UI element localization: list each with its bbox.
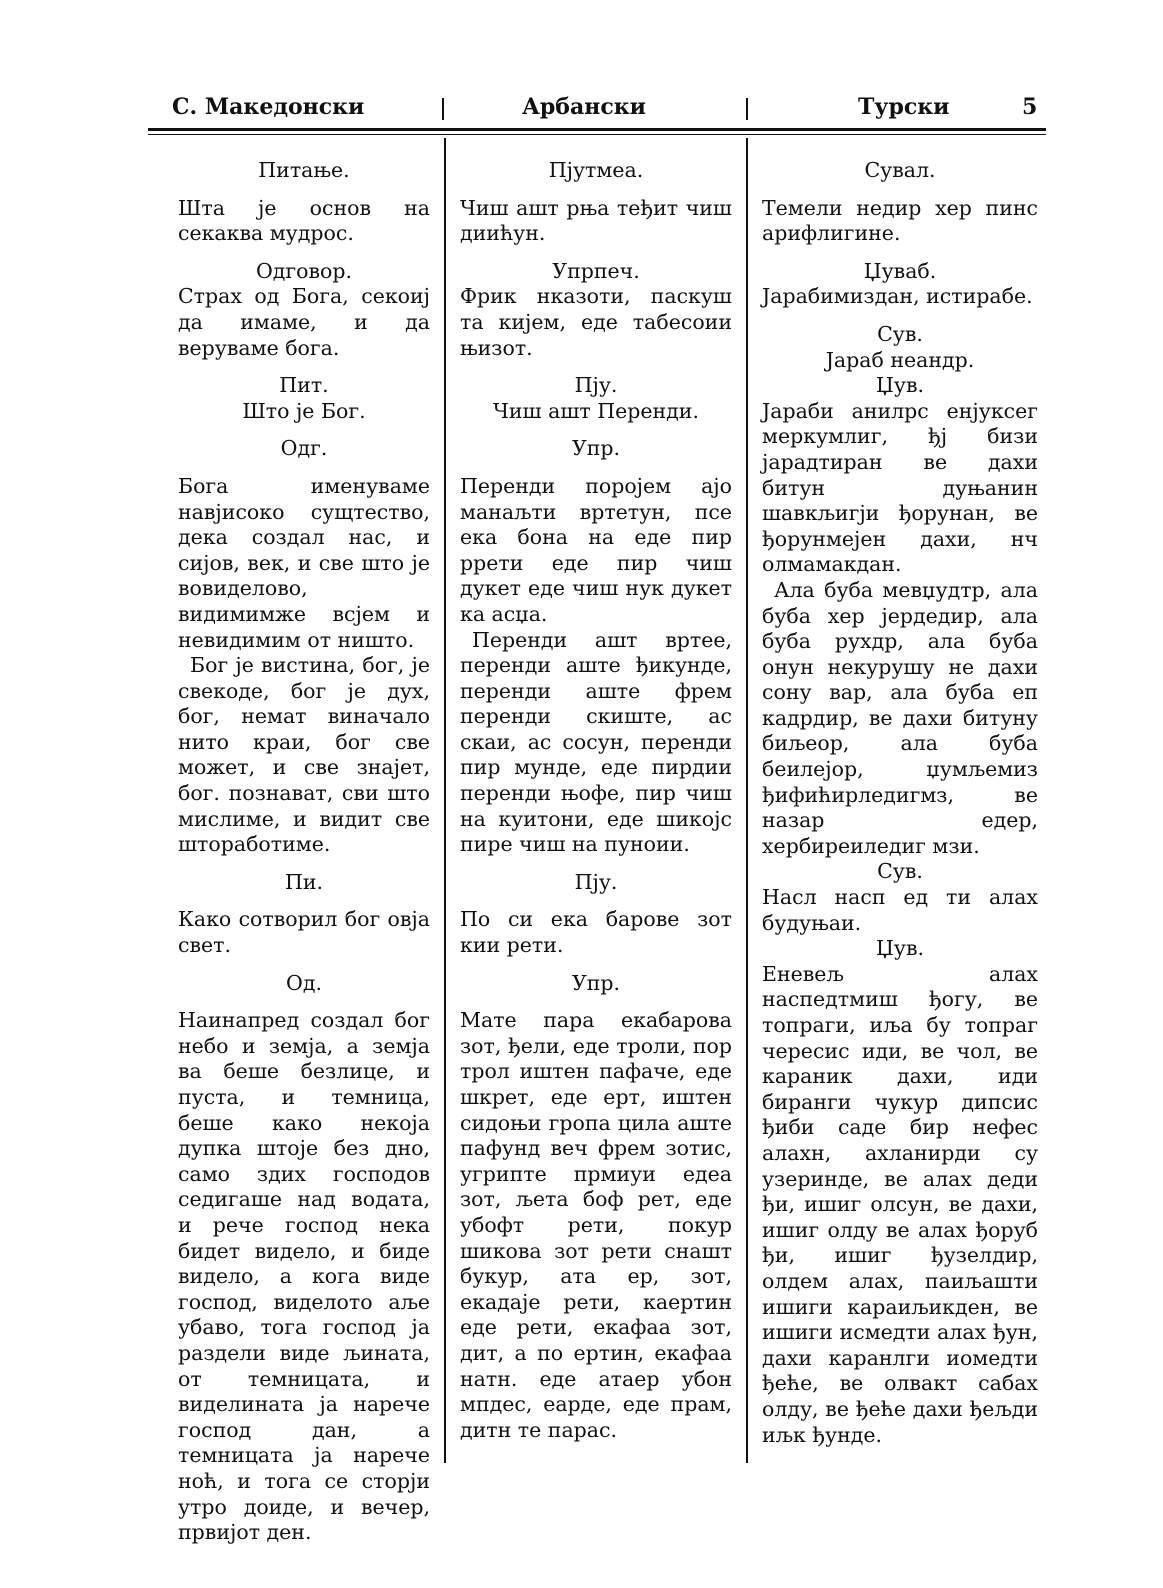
header-col-turkish: Турски (858, 94, 950, 120)
paragraph: Еневељ алах наспедтмиш ђогу, ве топраги, иља бу топраг чересис иди, ве чол, ве караник дахи, иди биранги чукур дипсис ђиби саде бир нефес алахн, ахланирди су узеринде, ве алах деди ђи, ишиг олсун, ве дахи, ишиг олду ве алах ђоруб ђи, ишиг ђузелдир, олдем алах, паиљашти ишиги караиљикден, ве ишиги исмедти алах ђун, дахи каранлги иомедти ђеће, ве олвакт сабах олду, ве ђеће дахи ђељди иљк ђунде. (762, 961, 1038, 1447)
paragraph: Насл насп ед ти алах будуњаи. (762, 885, 1038, 935)
paragraph: Бога именуваме навјисоко сущтество, дека создал нас, и сијов, век, и све што је вовиделово, видимимже всјем и невидимим от ништо. (178, 473, 430, 652)
paragraph: Што је Бог. (242, 398, 366, 423)
question-heading: Сув. (877, 859, 923, 884)
page-number: 5 (1022, 94, 1038, 120)
question-heading: Сувал. (864, 158, 936, 182)
question-heading: Пи. (284, 869, 324, 894)
column-albanian (460, 158, 732, 1443)
answer-heading: Упрпеч. (552, 258, 640, 283)
paragraph: По си ека барове зот кии рети. (460, 907, 732, 958)
paragraph: Мате пара екабарова зот, ђели, еде троли, пор трол иштен пафаче, еде шкрет, еде ерт, иштен сидоњи гропа цила аште пафунд веч фрем зотис, угрипте прмиуи едеа зот, љета боф рет, еде убофт рети, покур шикова зот рети снашт букур, ата ер, зот, екадаје рети, каертин еде рети, екафаа зот, дит, а по ертин, екафаа натн. еде атаер убон мпдес, еарде, еде прам, дитн те парас. (460, 1008, 732, 1442)
paragraph: Чиш ашт рња теђит чиш диићун. (460, 195, 732, 246)
paragraph: Фрик нказоти, паскуш та кијем, еде табесоии њизот. (460, 284, 732, 360)
question-heading: Питање. (258, 158, 350, 182)
column-macedonian (178, 158, 430, 1546)
paragraph: Бог је вистина, бог, је свекоде, бог је дух, бог, немат виначало нито краи, бог све может, и све знајет, бог. познават, сви што мислиме, и видит све шторaботиме. (178, 653, 430, 857)
question-heading: Пју. (574, 373, 618, 398)
column-divider (746, 138, 748, 1463)
column-divider (444, 138, 446, 1463)
paragraph: Шта је основ на секаква мудрос. (178, 195, 430, 246)
header-col-macedonian: С. Македонски (172, 94, 365, 120)
paragraph: Перенди ашт вртее, перенди аште ђикунде, перенди аште фрем перенди скиште, ас скаи, ас сосун, перенди пир мунде, еде пирдии перенди њофе, пир чиш на куитони, еде шикојс пире чиш на пуноии. (460, 627, 732, 857)
paragraph: Како сотворил бог овја свет. (178, 907, 430, 958)
question-heading: Сув. (877, 321, 923, 346)
answer-heading: Упр. (571, 970, 621, 995)
header-col-albanian: Арбански (522, 94, 646, 120)
column-turkish (762, 158, 1038, 1448)
answer-heading: Од. (286, 970, 322, 995)
header-rule-thin (148, 134, 1046, 135)
answer-heading: Одговор. (255, 258, 353, 283)
paragraph: Наинапред создал бог небо и земја, а земја ва беше безлице, и пуста, и темница, беше како некоја дупка штоје без дно, само здих господов седигаше над водата, и рече господ нека бидет видело, и биде видело, а кога виде господ, виделото аље убаво, тога господ ја раздели виде љината, от темницата, и виделината ја нарече господ дан, а темницата ја нарече ноћ, и тога се сторји утро доиде, и вечер, првијот ден. (178, 1008, 430, 1545)
question-heading: Пит. (279, 373, 329, 398)
paragraph: Јараб неандр. (825, 347, 975, 372)
answer-heading: Упр. (571, 436, 621, 461)
paragraph: Јарабимиздан, истирабе. (762, 284, 1033, 309)
question-heading: Пју. (574, 869, 618, 894)
paragraph: Ала буба мевџудтр, ала буба хер јердедир, ала буба рухдр, ала буба онун некурушу не дахи сону вар, ала буба еп кадрдир, ве дахи битуну биљеор, ала буба беилејор, џумљемиз ђифићирледигмз, ве назар едер, хербиреиледиг мзи. (762, 577, 1038, 858)
header-separator (746, 98, 748, 120)
answer-heading: Џув. (876, 373, 924, 398)
answer-heading: Одг. (280, 436, 328, 461)
page-header (148, 92, 1046, 122)
header-separator (442, 98, 444, 120)
paragraph: Чиш ашт Перенди. (493, 398, 699, 423)
paragraph: Перенди поројем ајо манаљти вртетун, псе ека бона на еде пир ррети еде пир чиш дукет еде чиш нук дукет ка асџа. (460, 473, 732, 626)
paragraph: Страх од Бога, секоиј да имаме, и да веруваме бога. (178, 284, 430, 360)
answer-heading: Џув. (876, 936, 924, 961)
answer-heading: Џуваб. (863, 258, 937, 283)
paragraph: Јараби анилрс енјуксег меркумлиг, ђј бизи јарадтиран ве дахи битун дуњанин шавкљигји ђорунан, ве ђорунмејен дахи, нч олмамакдан. (762, 398, 1038, 577)
paragraph: Темели недир хер пинс арифлигине. (762, 195, 1038, 246)
header-rule (148, 128, 1046, 131)
question-heading: Пјутмеа. (548, 158, 644, 182)
